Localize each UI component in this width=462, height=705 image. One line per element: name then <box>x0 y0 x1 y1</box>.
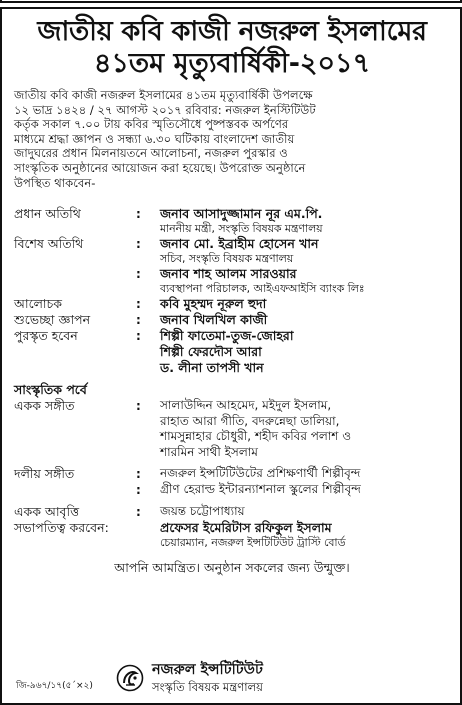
president-name: প্রফেসর ইমেরিটাস রফিকুল ইসলাম <box>160 520 332 536</box>
separator: : <box>136 399 141 414</box>
chief-guest-name: জনাব আসাদুজ্জামান নূর এম.পি. <box>160 206 323 222</box>
recitation-label: একক আবৃত্তি <box>14 504 80 520</box>
footer <box>0 664 462 696</box>
group-song-line: নজরুল ইন্সটিটিউটের প্রশিক্ষণার্থী শিল্পীবৃন্দ <box>160 466 361 481</box>
nazrul-institute-emblem-icon <box>116 664 144 692</box>
separator: : <box>136 297 141 312</box>
president-designation: চেয়ারম্যান, নজরুল ইন্সটিটিউট ট্রাস্টি বোর্ড <box>160 536 346 550</box>
solo-song-line: সালাউদ্দিন আহমেদ, মইদুল ইসলাম, <box>160 398 332 413</box>
intro-line: কর্তৃক সকাল ৭.০০ টায় কবির স্মৃতিসৌধে পুষ্পস্তবক অর্পণের <box>14 117 289 132</box>
group-song-label: দলীয় সঙ্গীত <box>14 466 75 482</box>
solo-song-row <box>14 398 450 460</box>
special-guest-2-designation: ব্যবস্থাপনা পরিচালক, আইএফআইসি ব্যাংক লিঃ <box>160 282 365 296</box>
separator: : <box>136 329 141 344</box>
solo-song-line: শারমিন সাথী ইসলাম <box>160 444 258 459</box>
intro-line: উপস্থিত থাকবেন- <box>14 175 96 190</box>
separator: : <box>136 237 141 252</box>
intro-paragraph <box>14 88 450 190</box>
reference-number: জি-৯৬৭/১৭(৫´×২) <box>16 681 93 691</box>
group-song-row-2 <box>14 482 450 498</box>
title-line-1: জাতীয় কবি কাজী নজরুল ইসলামের <box>37 16 427 47</box>
separator: : <box>136 483 141 498</box>
chief-guest-row <box>14 206 450 236</box>
discussant-row <box>14 296 450 312</box>
notice-content <box>14 16 450 576</box>
intro-line: ১২ ভাদ্র ১৪২৪ / ২৭ আগস্ট ২০১৭ রবিবার: নজরুল ইনস্টিটিউট <box>14 102 316 117</box>
welcome-label: শুভেচ্ছা জ্ঞাপন <box>14 312 91 328</box>
solo-song-line: রাহাত আরা গীতি, বদরুন্নেছা ডালিয়া, <box>160 413 340 428</box>
title-line-2: ৪১তম মৃত্যুবার্ষিকী-২০১৭ <box>93 48 371 79</box>
cultural-heading: সাংস্কৃতিক পর্বে <box>14 382 87 398</box>
solo-song-line: শামসুন্নাহার চৌধুরী, শহীদ কবির পলাশ ও <box>160 429 352 444</box>
top-border <box>0 0 462 3</box>
group-song-row <box>14 466 450 482</box>
organization-name: নজরুল ইন্সটিটিউট <box>152 662 263 678</box>
intro-line: মাধ্যমে শ্রদ্ধা জ্ঞাপন ও সন্ধ্যা ৬.৩০ ঘটিকায় বাংলাদেশ জাতীয় <box>14 131 295 146</box>
separator: : <box>136 267 141 282</box>
special-guest-1-name: জনাব মো. ইব্রাহীম হোসেন খান <box>160 236 319 252</box>
special-guest-2-name: জনাব শাহ আলম সারওয়ার <box>160 266 297 282</box>
special-guest-2-row <box>14 266 450 296</box>
chief-guest-label: প্রধান অতিথি <box>14 206 81 222</box>
intro-line: জাদুঘরের প্রধান মিলনায়তনে আলোচনা, নজরুল পুরস্কার ও <box>14 146 288 161</box>
welcome-row <box>14 312 450 328</box>
special-guest-row <box>14 236 450 266</box>
awardees-row <box>14 328 450 376</box>
chief-guest-designation: মাননীয় মন্ত্রী, সংস্কৃতি বিষয়ক মন্ত্রণালয় <box>160 222 323 236</box>
recitation-row <box>14 504 450 520</box>
president-label: সভাপতিত্ব করবেন: <box>14 520 109 536</box>
program-list <box>14 206 450 550</box>
separator: : <box>136 313 141 328</box>
discussant-label: আলোচক <box>14 296 63 312</box>
discussant-name: কবি মুহম্মদ নূরুল হুদা <box>160 296 267 312</box>
separator: : <box>136 207 141 222</box>
recitation-name: জয়ন্ত চট্টোপাধ্যায় <box>160 504 245 519</box>
awardee-name: শিল্পী ফেরদৌস আরা <box>160 344 262 360</box>
awardees-label: পুরস্কৃত হবেন <box>14 328 78 344</box>
invitation-text: আপনি আমন্ত্রিত। অনুষ্ঠান সকলের জন্য উন্মুক্ত। <box>114 560 350 576</box>
special-guest-1-designation: সচিব, সংস্কৃতি বিষয়ক মন্ত্রণালয় <box>160 252 294 266</box>
ministry-name: সংস্কৃতি বিষয়ক মন্ত্রণালয় <box>152 680 263 694</box>
president-row <box>14 520 450 550</box>
intro-line: জাতীয় কবি কাজী নজরুল ইসলামের ৪১তম মৃত্যুবার্ষিকী উপলক্ষে <box>14 88 313 102</box>
awardee-name: শিল্পী ফাতেমা-তুজ-জোহরা <box>160 328 294 344</box>
solo-song-label: একক সঙ্গীত <box>14 398 75 414</box>
separator: : <box>136 467 141 482</box>
separator: : <box>136 505 141 520</box>
welcome-name: জনাব খিলখিল কাজী <box>160 312 268 328</box>
special-guest-label: বিশেষ অতিথি <box>14 236 84 252</box>
intro-line: সাংস্কৃতিক অনুষ্ঠানের আয়োজন করা হয়েছে। উপরোক্ত অনুষ্ঠানে <box>14 160 306 175</box>
group-song-line: গ্রীণ হেরাল্ড ইন্টারন্যাশনাল স্কুলের শিল্পীবৃন্দ <box>160 482 361 497</box>
awardee-name: ড. লীনা তাপসী খান <box>160 360 264 376</box>
